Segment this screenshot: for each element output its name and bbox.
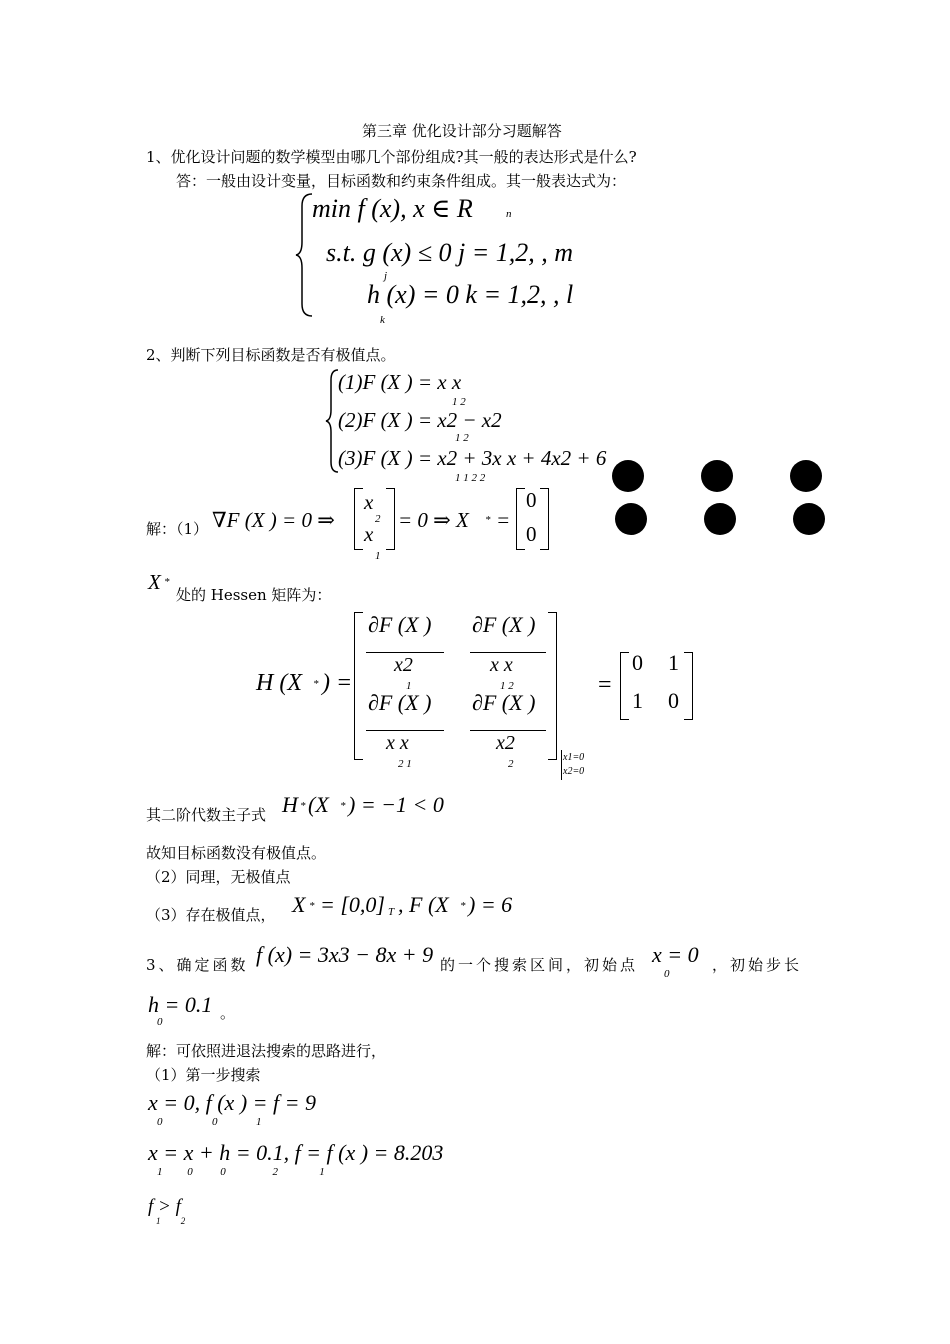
dF-11: ∂F (X ) (368, 612, 432, 637)
hessian-close: ) = (322, 670, 353, 696)
part-3-star-2: * (460, 900, 466, 912)
q3-x0-sub: 0 (664, 968, 670, 980)
vector-bracket-left (354, 488, 363, 550)
vector-top: x (364, 490, 374, 514)
q3-eq-1-sub: 0 0 1 (157, 1116, 262, 1128)
question-2: 2、判断下列目标函数是否有极值点。 (146, 346, 396, 364)
m11: 0 (632, 650, 643, 675)
vector-mid-sub: 2 (375, 513, 381, 525)
zero-bracket-right (540, 488, 549, 550)
part-3-T: T (388, 906, 395, 918)
result-bracket-right (684, 652, 693, 720)
part-3-X: X (292, 892, 306, 917)
frac-line-12 (470, 652, 546, 653)
frac-line-21 (366, 730, 444, 731)
part-2: （2）同理，无极值点 (146, 868, 291, 886)
q3-x0: x = 0 (652, 942, 699, 967)
dF-22: ∂F (X ) (472, 690, 536, 715)
m21: 1 (632, 688, 643, 713)
question-3c: ，初始步长 (712, 956, 803, 974)
eval-bar (561, 750, 562, 780)
minor-rest: (X (308, 792, 329, 817)
hessian-bracket-right (548, 612, 557, 760)
minor-star-2: * (340, 800, 346, 812)
minor-H: H (282, 792, 298, 817)
gradient-expr-2: = 0 ⇒ X (398, 508, 469, 532)
part-3-text: （3）存在极值点， (146, 906, 276, 924)
question-1: 1、优化设计问题的数学模型由哪几个部份组成?其一般的表达形式是什么? (146, 148, 637, 166)
q3-eq-3: f > f (148, 1196, 181, 1217)
model-objective: min f (x), x ∈ R (312, 194, 473, 223)
ink-dot (612, 460, 644, 492)
d22: x2 (496, 732, 515, 754)
m12: 1 (668, 650, 679, 675)
gradient-expr: ∇F (X ) = 0 ⇒ (212, 508, 335, 532)
x-star: * (485, 514, 491, 526)
hessian-bracket-left (354, 612, 363, 760)
ink-dot (701, 460, 733, 492)
question-3a: 3、确定函数 (146, 956, 249, 974)
minor-text: 其二阶代数主子式 (146, 806, 267, 824)
zero-top: 0 (526, 488, 537, 512)
model-inequality: s.t. g (x) ≤ 0 j = 1,2, , m (326, 238, 574, 267)
page-title: 第三章 优化设计部分习题解答 (362, 122, 562, 140)
vector-bottom-sub: 1 (375, 550, 381, 562)
d22-sub: 2 (508, 758, 514, 770)
d12-sub: 1 2 (500, 680, 514, 692)
model-equality: h (x) = 0 k = 1,2, , l (367, 280, 574, 309)
hessian-label: H (X (256, 670, 302, 696)
solution-label: 解：（1） (146, 520, 209, 538)
function-3: (3)F (X ) = x2 + 3x x + 4x2 + 6 (338, 446, 607, 470)
question-3b: 的一个搜索区间，初始点 (440, 956, 639, 974)
q3-eq-1: x = 0, f (x ) = f = 9 (148, 1090, 316, 1115)
q3-function: f (x) = 3x3 − 8x + 9 (256, 942, 434, 967)
d11-sub: 1 (406, 680, 412, 692)
vector-bracket-right (386, 488, 395, 550)
minor-star: * (300, 800, 306, 812)
zero-bracket-left (516, 488, 525, 550)
hessen-x-star: * (164, 576, 170, 588)
function-2-sub: 1 2 (455, 432, 469, 444)
model-equality-sub: k (380, 314, 385, 326)
d21: x x (386, 732, 409, 754)
q3-h0: h = 0.1 (148, 992, 213, 1017)
answer-1: 答：一般由设计变量，目标函数和约束条件组成。其一般表达式为： (176, 172, 627, 190)
q3-period: 。 (220, 1004, 236, 1022)
hessen-x: X (148, 570, 161, 594)
q3-step-1: （1）第一步搜索 (146, 1066, 261, 1084)
function-3-sub: 1 1 2 2 (455, 472, 486, 484)
zero-bottom: 0 (526, 522, 537, 546)
model-inequality-sub: j (384, 270, 388, 282)
function-2: (2)F (X ) = x2 − x2 (338, 408, 502, 432)
q3-h0-sub: 0 (157, 1016, 163, 1028)
function-1-sub: 1 2 (452, 396, 466, 408)
ink-dot (793, 503, 825, 535)
part-3-rest: = [0,0] (320, 892, 385, 917)
d12: x x (490, 654, 513, 676)
part-3-tail-2: ) = 6 (468, 892, 513, 917)
hessen-text: 处的 Hessen 矩阵为： (176, 586, 332, 604)
dF-12: ∂F (X ) (472, 612, 536, 637)
m22: 0 (668, 688, 679, 713)
ink-dot (790, 460, 822, 492)
minor-tail: ) = −1 < 0 (348, 792, 444, 817)
q3-solution: 解：可依照进退法搜索的思路进行， (146, 1042, 387, 1060)
eval-x1: x1=0 (563, 752, 585, 763)
q3-eq-3-sub: 1 2 (156, 1216, 186, 1226)
equals: = (496, 508, 511, 532)
dF-21: ∂F (X ) (368, 690, 432, 715)
model-objective-sup: n (506, 208, 512, 220)
d21-sub: 2 1 (398, 758, 412, 770)
conclusion: 故知目标函数没有极值点。 (146, 844, 327, 862)
ink-dot (704, 503, 736, 535)
d11: x2 (394, 654, 413, 676)
eval-x2: x2=0 (563, 766, 585, 777)
frac-line-22 (470, 730, 546, 731)
frac-line-11 (366, 652, 444, 653)
vector-bottom: x (364, 522, 374, 546)
hessian-equals: = (598, 672, 612, 698)
q3-eq-2-sub: 1 0 0 2 1 (157, 1166, 325, 1178)
function-1: (1)F (X ) = x x (338, 370, 462, 394)
hessian-star: * (313, 678, 319, 690)
q3-eq-2: x = x + h = 0.1, f = f (x ) = 8.203 (148, 1140, 444, 1165)
result-bracket-left (620, 652, 629, 720)
ink-dot (615, 503, 647, 535)
part-3-tail: , F (X (398, 892, 449, 917)
part-3-star: * (309, 900, 315, 912)
